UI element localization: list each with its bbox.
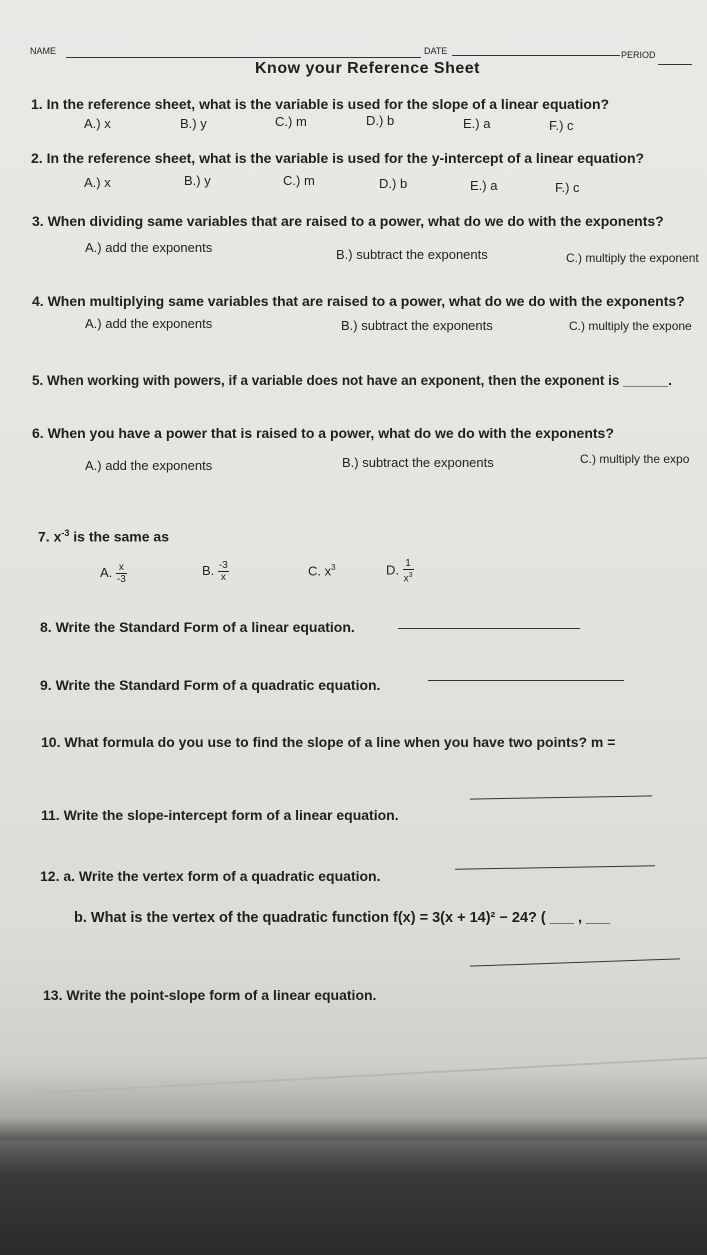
q9-answer-line [428,680,624,681]
q6-option-a: A.) add the exponents [85,458,213,473]
question-8: 8. Write the Standard Form of a linear equation. [40,619,355,635]
q7-option-b: B. $\frac{-3}{x}$ [202,560,228,583]
q1-option-d: D.) b [366,113,395,128]
q2-option-f: F.) c [555,180,580,195]
question-5: 5. When working with powers, if a variable does not have an exponent, then the exponent is ______. [32,373,672,388]
paper-fold-line [0,1055,707,1097]
name-line [66,57,421,58]
q2-option-c: C.) m [283,173,315,188]
question-7: 7. $x^{-3}$ is the same as [38,528,170,545]
question-4: 4. When multiplying same variables that are raised to a power, what do we do with the exponents? [32,293,685,309]
q3-option-b: B.) subtract the exponents [336,247,488,262]
q7-option-a: A. $\frac{x}{-3}$ [100,562,126,585]
q2-option-e: E.) a [470,178,498,193]
q8-answer-line [398,628,580,629]
q6-option-c: C.) multiply the expo [580,452,690,466]
question-11: 11. Write the slope-intercept form of a linear equation. [41,807,399,823]
q6-option-b: B.) subtract the exponents [342,455,494,470]
question-12b: b. What is the vertex of the quadratic function f(x) = 3(x + 14)² − 24? ( ___ , ___ [74,910,611,926]
q2-option-d: D.) b [379,176,408,191]
question-10: 10. What formula do you use to find the slope of a line when you have two points? m = [41,734,616,750]
q1-option-f: F.) c [549,118,574,133]
photo-background [0,1140,707,1255]
q4-option-a: A.) add the exponents [85,316,213,331]
q12a-answer-line [455,865,655,869]
page-title: Know your Reference Sheet [255,60,480,77]
period-label: PERIOD [621,50,656,60]
name-label: NAME [30,46,57,56]
q3-option-c: C.) multiply the exponent [566,251,699,265]
period-line [658,64,692,65]
q7-option-d: D. $\frac{1}{x^3}$ [386,558,413,585]
question-6: 6. When you have a power that is raised to a power, what do we do with the exponents? [32,425,614,441]
q2-option-b: B.) y [184,173,211,188]
q3-option-a: A.) add the exponents [85,240,213,255]
q1-option-b: B.) y [180,116,207,131]
date-label: DATE [424,46,448,56]
question-9: 9. Write the Standard Form of a quadratic equation. [40,677,381,693]
date-line [452,55,620,56]
q11-answer-line [470,795,652,799]
question-12a: 12. a. Write the vertex form of a quadratic equation. [40,868,381,884]
question-13: 13. Write the point-slope form of a linear equation. [43,987,377,1003]
q4-option-b: B.) subtract the exponents [341,318,493,333]
question-3: 3. When dividing same variables that are raised to a power, what do we do with the exponents? [32,213,664,229]
q7-option-c: C. $x^3$ [308,563,336,579]
q1-option-a: A.) x [84,116,111,131]
q1-option-c: C.) m [275,114,307,129]
question-1: 1. In the reference sheet, what is the variable is used for the slope of a linear equation? [31,96,610,112]
q13-answer-line [470,958,680,966]
question-2: 2. In the reference sheet, what is the variable is used for the y-intercept of a linear equation? [31,150,645,166]
q1-option-e: E.) a [463,116,491,131]
q2-option-a: A.) x [84,175,111,190]
q4-option-c: C.) multiply the expone [569,319,692,333]
